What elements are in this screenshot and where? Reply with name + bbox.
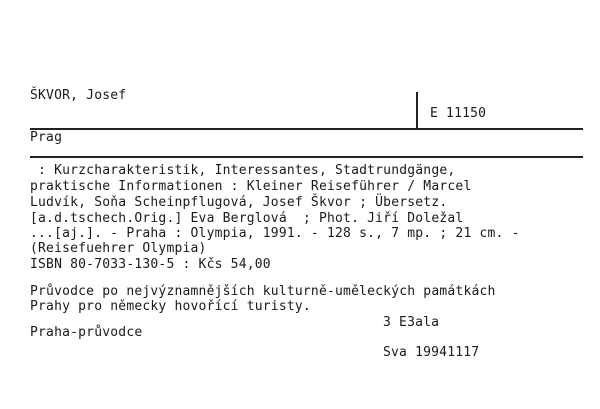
description-line: ...[aj.]. - Praha : Olympia, 1991. - 128 s., 7 mp. ; 21 cm. - — [30, 226, 520, 241]
description-line: praktische Informationen : Kleiner Reiseführer / Marcel — [30, 179, 472, 194]
subject-heading: Praha-průvodce — [30, 325, 143, 340]
description-line: [a.d.tschech.Orig.] Eva Berglová ; Phot. Jiří Doležal — [30, 211, 464, 226]
isbn-line: ISBN 80-7033-130-5 : Kčs 54,00 — [30, 257, 271, 272]
description-line: (Reisefuehrer Olympia) — [30, 241, 207, 256]
description-line: : Kurzcharakteristik, Interessantes, Stadtrundgänge, — [30, 163, 456, 178]
description-line: Ludvík, Soňa Scheinpflugová, Josef Škvor ; Übersetz. — [30, 195, 448, 210]
call-number: E 11150 — [430, 106, 487, 121]
shelf-code: 3 E3ala — [383, 315, 440, 330]
header-rule — [30, 128, 583, 130]
title-rule — [30, 156, 583, 158]
note-line: Průvodce po nejvýznamnějších kulturně-uměleckých památkách — [30, 284, 496, 299]
author-name: ŠKVOR, Josef — [30, 88, 127, 103]
title-heading: Prag — [30, 130, 63, 145]
note-line: Prahy pro německy hovořící turisty. — [30, 299, 311, 314]
acquisition-number: Sva 19941117 — [383, 345, 480, 360]
call-number-divider — [416, 92, 418, 128]
